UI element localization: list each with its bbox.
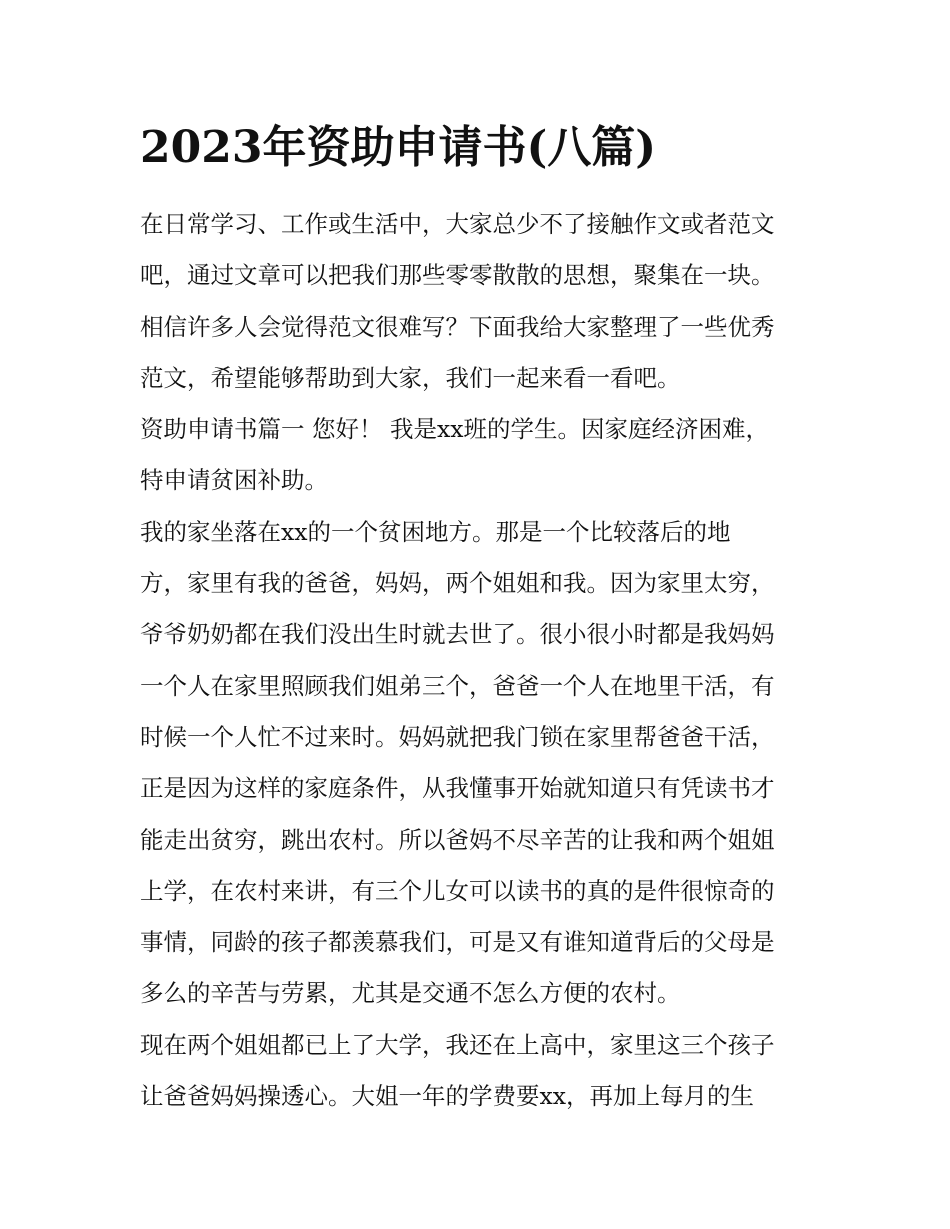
text-line: 正是因为这样的家庭条件，从我懂事开始就知道只有凭读书才: [140, 774, 775, 803]
text-line: 现在两个姐姐都已上了大学，我还在上高中，家里这三个孩子: [140, 1030, 775, 1059]
text-line: 上学，在农村来讲，有三个儿女可以读书的真的是件很惊奇的: [140, 876, 775, 905]
paragraph-current-situation: [140, 1020, 820, 1123]
text-line: 相信许多人会觉得范文很难写？下面我给大家整理了一些优秀: [140, 312, 775, 341]
text-line: 事情，同龄的孩子都羡慕我们，可是又有谁知道背后的父母是: [140, 928, 775, 957]
text-line: 一个人在家里照顾我们姐弟三个，爸爸一个人在地里干活，有: [140, 671, 775, 700]
paragraph-intro: [140, 199, 820, 404]
text-line: 在日常学习、工作或生活中，大家总少不了接触作文或者范文: [140, 210, 775, 238]
text-line: 特申请贫困补助。: [140, 466, 328, 495]
paragraph-article-one-opening: [140, 404, 820, 507]
text-line: 我的家坐落在xx的一个贫困地方。那是一个比较落后的地: [140, 517, 731, 546]
text-line: 资助申请书篇一 您好！ 我是xx班的学生。因家庭经济困难，: [140, 415, 769, 444]
text-line: 多么的辛苦与劳累，尤其是交通不怎么方便的农村。: [140, 979, 681, 1008]
text-line: 时候一个人忙不过来时。妈妈就把我门锁在家里帮爸爸干活，: [140, 722, 775, 751]
text-line: 吧，通过文章可以把我们那些零零散散的思想，聚集在一块。: [140, 261, 775, 290]
document-title: 2023年资助申请书(八篇): [140, 122, 657, 173]
text-line: 爷爷奶奶都在我们没出生时就去世了。很小很小时都是我妈妈: [140, 620, 775, 649]
document-body: [140, 199, 820, 1122]
text-line: 方，家里有我的爸爸，妈妈，两个姐姐和我。因为家里太穷，: [140, 569, 775, 598]
text-line: 让爸爸妈妈操透心。大姐一年的学费要xx，再加上每月的生: [140, 1082, 755, 1111]
text-line: 范文，希望能够帮助到大家，我们一起来看一看吧。: [140, 363, 681, 392]
text-line: 能走出贫穷，跳出农村。所以爸妈不尽辛苦的让我和两个姐姐: [140, 825, 775, 854]
paragraph-family-background: [140, 507, 820, 1020]
